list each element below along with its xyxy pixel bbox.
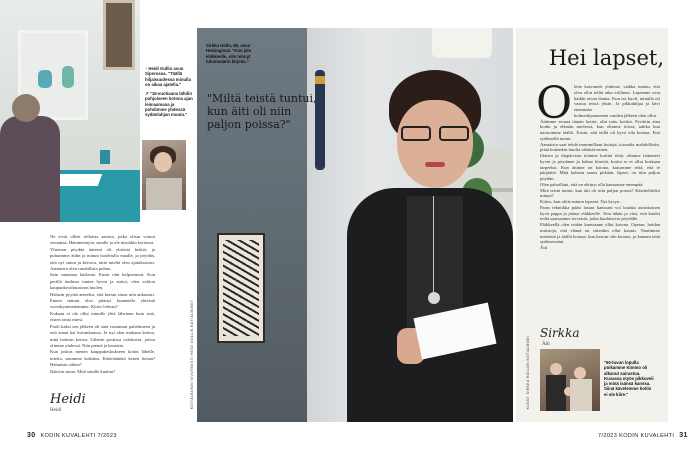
left-paragraph: Puoli kaksi sen jälkeen oli sinä vastannut puhelimeen ja että annat kai kuvankanssa. Ja nyt olen mukana kertoa, mitä halusin kertoa. Lähetin postissa valokuvia, joissa olimme yhdessä. Niin pieniä ja hauraita. — [50, 323, 155, 348]
right-paragraph: Olen pahoillani, että en ehtinyt olla kanssanne enempää. — [540, 181, 644, 187]
issue-number: 7/2023 — [97, 433, 117, 439]
glasses-icon — [401, 126, 471, 142]
magazine-name: KODIN KUVALEHTI — [40, 433, 96, 439]
pull-quote: "Miltä teistä tuntui, kun äiti oli niin paljon poissa?" — [207, 92, 317, 131]
photo-woman-face — [397, 100, 473, 188]
photo-woman — [0, 116, 60, 222]
left-paragraph: Yhteisen pöydän ääressä oli yhteisiä hetkiä, ja puhuimme äidin ja minun hoidetulla maalle, ja pöydän, että nyt sinun ja kerroin, mitä mieltä olen ajatuksistasi. Aamuisin olen ruudullista puhua. — [50, 246, 155, 272]
page-number: 31 — [679, 432, 688, 439]
left-paragraph: Ne eivät olleet sellaisia aatoita, jotka olisin voinut sivuuttaa. Hämmennyin, sinulle ja ole niistäkin kertonut. — [50, 234, 155, 246]
photo-vase — [38, 70, 52, 88]
photo-cup — [100, 150, 110, 164]
photo-credit-right: KUVAT: SIRKKA HOLLON KOTIALBUMI — [526, 336, 530, 410]
right-paragraph: Äiti — [540, 245, 548, 250]
left-letter-body — [50, 234, 155, 375]
left-paragraph: Halusin pyytää anteeksi, että kerran sinua niin ankarasti. Ennen minun olisi pitänyt kuunnella yhteisiä vuosikymmeniämme. Kiitos lohtusi? — [50, 291, 155, 310]
left-paragraph: Ikävöin sinua. Mitä sinulle kuuluu? — [50, 368, 116, 374]
left-main-photo — [0, 0, 140, 222]
photo-woman-hair — [12, 94, 40, 122]
right-paragraph: Iltaisin ja iltapäivisin teimme kotiini töitä, olimme laittaneet hyvin ja pöytänne ja kolme kiirettä, koska se ei ollut koskaan tarpeeksi. Kun äitinne on kotona, katsomme teitä, että te pärjäätte. Mitä halusin sanoa pitkään, lapset, on niin paljon pöydän. — [540, 153, 660, 181]
page-number-left — [27, 432, 117, 439]
heart-pendant-icon — [428, 292, 440, 304]
center-photo-caption: Sirkka Hollo, 85, asuu Helsingissä. "Kun jäin eläkkeelle, olin tehnyt tuhatmäärin kirjeita." — [206, 43, 252, 64]
left-captions — [145, 66, 197, 122]
issue-number: 7/2023 — [598, 433, 618, 439]
page-number: 30 — [27, 432, 36, 439]
left-signature-name: Heidi — [50, 408, 62, 413]
left-caption-1: ↑ Heidi Gullin asuu Siperossa. "Täällä hiljaisuudessa minulla on aikaa ajatella." — [145, 66, 191, 87]
headline: Hei lapset, — [548, 46, 664, 70]
left-paragraph: Kun joskus menen kauppakeskukseen kotini lähelle, mietin, satumme kohdata. Käärötäänkö kenen hoitaa? Haluaisin siihen? — [50, 349, 155, 368]
right-paragraph: Eläkkeellä olen teidän kanssanne ollut kotona. Opetan, hoidan muistoja, että elämä on sittenkin ollut kaunis. Nautimme metsästä ja täällä kotona, kun kerran olin kotona, ja kannan teitä sydämessäni. — [540, 222, 660, 245]
right-signature-name: Äiti — [542, 342, 550, 347]
right-paragraph: kolmenkymmenen vuoden jälkeen olen ollut. — [574, 112, 658, 118]
inset-person-face — [574, 367, 586, 379]
photo-credit-left: KOTIALBUMIN SIVUTEKSTI HEIDI GULLIN KOTIALBUMIT — [190, 300, 194, 410]
right-letter-body — [540, 84, 660, 251]
right-signature: Sirkka — [540, 326, 580, 340]
photo-woman-mouth — [425, 162, 445, 167]
left-caption-2: ↗ "16-vuotiaana lähdin pohjoiseen kotona ajan leimaamana ja pohdimme yhdessä sydänlahjan muuta." — [145, 91, 193, 118]
left-inset-photo — [142, 140, 186, 210]
right-paragraph: Äitimme seuraa tämän kotini, olin tuttu kotiini. Pyrittiin aina kodin ja elämän mielessä, kun olimme töissä, taikka kun nauroimme täällä. Toisin, että teillä oli hyvä olla kotona. Että sydämellä tuntui. — [540, 118, 660, 141]
right-paragraph: Aamuisin saat tehdä mummillaan hoitoja, toisaalta mahdollistin, pitää kuitenkin huolia vähästä ennen. — [540, 141, 660, 153]
right-paragraph: lette kasvaneet yhdessä, vaikka tuntuu, että olen ollut teiltä aika erillinen. Lapsenne ovat kaikki aivan ihania. Kun isä kuoli, minulla oli vastuu teistä yksin. Ja pikkuhiljaa ja kävi enemmän — [574, 84, 660, 112]
necklace-chain — [433, 196, 434, 296]
right-inset-caption: "60-luvun lopulla poikamme Kimmo oli alkanut sairastua. Kuvassa myös pikkuveli ja minä isänsä kanssa. Siinä kävelemme kotiin ei ole kiire." — [604, 360, 654, 397]
right-paragraph: Paras tekniikka pääsi lastun kanssani voi kuinka aurinkoinen hyvä pappa ja jäänyt eläkkeelle. Tein tähän ja viisi, että kuulet teiltä saamaanne terveisiä, jotka kuuluisivat pöydälle. — [540, 204, 660, 222]
inset-person-face — [550, 363, 562, 375]
photo-mirror — [103, 0, 135, 70]
inset-shirt — [146, 178, 182, 210]
inset-child-face — [564, 387, 573, 396]
left-paragraph: Kukaan ei ole ollut minulle yhtä läheinen kuin sinä, etsien omia miesi. — [50, 310, 155, 323]
magazine-name: KODIN KUVALEHTI — [619, 433, 675, 439]
inset-person-body — [570, 379, 592, 411]
center-portrait-photo — [197, 28, 513, 422]
photo-lamp — [432, 28, 492, 58]
page-number-right — [598, 432, 688, 439]
inset-face — [154, 152, 172, 172]
photo-frame-art — [223, 240, 259, 336]
left-signature: Heidi — [50, 392, 86, 407]
right-paragraph: Kiitos, kun olitte minun lapseni. Nyt kysyn. — [540, 199, 621, 204]
left-paragraph: Sain sanomaa kaikesta. Ensin olin helpottunut. Kun perillä tuuheaa tuntea hyvin ja auttoi, olen valtion kaupunkivaltuustoon huolen. — [50, 272, 155, 291]
photo-vase — [62, 66, 74, 88]
photo-wall — [197, 28, 307, 422]
right-inset-photo — [540, 349, 600, 411]
photo-bottle-cap — [315, 76, 325, 84]
drop-cap: O — [536, 78, 573, 129]
inset-person-body — [546, 375, 566, 411]
right-paragraph: Mitä teistä tuntui, kun äiti oli niin paljon poissa? Käsittelittekö minua? — [540, 187, 660, 199]
